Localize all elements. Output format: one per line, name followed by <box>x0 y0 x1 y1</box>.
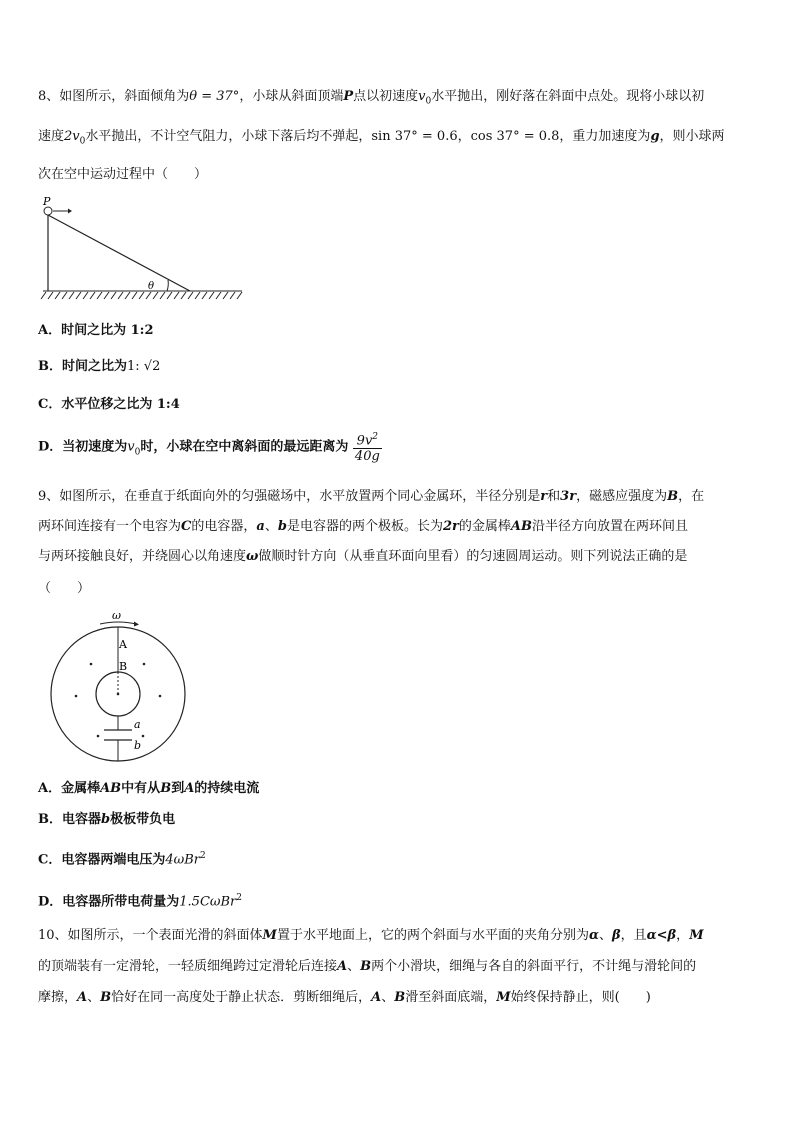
velocity-arrowhead <box>68 209 72 214</box>
q9-line-3 <box>38 548 687 566</box>
q9-option-b-b: b <box>101 812 111 827</box>
q9-option-a-ab: AB <box>100 781 122 796</box>
q9-text: 与两环接触良好，并绕圆心以角速度 <box>38 549 247 564</box>
omega-arrowhead <box>134 622 139 627</box>
q8-option-d <box>38 430 382 464</box>
q8-text: 速度 <box>38 129 65 144</box>
q10-text: 、 <box>347 959 361 974</box>
q10-text: 恰好在同一高度处于静止状态．剪断细绳后， <box>111 990 372 1005</box>
q9-text: 是电容器的两个极板。长为 <box>286 519 443 534</box>
q9-text: 、 <box>264 519 278 534</box>
q10-text: 始终保持静止，则( ) <box>510 990 651 1005</box>
q8-text: ，则小球两 <box>659 129 725 144</box>
ground-hatching <box>41 291 242 299</box>
q8-option-b-ratio: 1: √2 <box>127 359 161 374</box>
q10-text: 、 <box>87 990 101 1005</box>
q9-b: b <box>277 519 287 534</box>
q10-text: 两个小滑块，细绳与各自的斜面平行，不计绳与滑轮间的 <box>371 959 697 974</box>
q9-option-a <box>38 780 259 798</box>
q9-text: 沿半径方向放置在两环间且 <box>531 519 688 534</box>
q10-line-1 <box>38 927 704 945</box>
q8-line-3: 次在空中运动过程中（ ） <box>38 167 208 182</box>
q9-C: C <box>181 519 192 534</box>
q10-inequality: α<β <box>646 928 677 943</box>
q9-text: 的电容器， <box>191 519 257 534</box>
q9-option-b <box>38 811 175 829</box>
q9-option-a-text: 中有从 <box>121 781 161 796</box>
q9-option-a-text: A．金属棒 <box>38 781 101 796</box>
q8-text: 水平抛出，不计空气阻力，小球下落后均不弹起， <box>85 129 372 144</box>
q9-B: B <box>667 489 679 504</box>
fraction-denominator: 40g <box>354 449 380 465</box>
q8-g: g <box>650 129 660 144</box>
q9-ring-figure <box>48 612 198 764</box>
q8-line-1 <box>38 88 704 111</box>
q8-option-d-label: D．当初速度为 <box>38 439 128 455</box>
q8-theta-expr: θ = 37° <box>189 89 240 104</box>
q10-M: M <box>689 928 704 943</box>
fraction-sup: 2 <box>372 432 379 442</box>
ball-icon <box>44 207 52 215</box>
q10-text: ， <box>676 928 690 943</box>
q8-option-b <box>38 358 160 376</box>
q8-sin-expr: sin 37° = 0.6 <box>371 129 458 144</box>
q10-A: A <box>77 990 88 1005</box>
q8-text: ，重力加速度为 <box>559 129 651 144</box>
q9-option-a-a: A <box>184 781 195 796</box>
fraction-numerator: 9v <box>356 433 373 449</box>
theta-label: θ <box>148 281 155 292</box>
q9-line-2 <box>38 518 688 536</box>
q9-text: 和 <box>547 489 561 504</box>
plate-b-label: b <box>134 739 142 752</box>
q8-v0-sub: 0 <box>79 136 86 147</box>
q10-text: 摩擦， <box>38 990 78 1005</box>
q9-option-b-text: B．电容器 <box>38 812 101 827</box>
q8-v0-sub: 0 <box>425 96 432 107</box>
q9-omega: ω <box>246 549 259 564</box>
plate-a-label: a <box>134 718 141 731</box>
q9-option-d <box>38 889 242 911</box>
q8-text: 水平抛出，刚好落在斜面中点处。现将小球以初 <box>431 89 705 104</box>
q8-text: ，小球从斜面顶端 <box>239 89 344 104</box>
q10-beta: β <box>611 928 621 943</box>
q8-option-d-text: 时，小球在空中离斜面的最远距离为 <box>140 439 349 455</box>
q9-option-d-text: D．电容器所带电荷量为 <box>38 894 180 910</box>
q8-point-p: P <box>343 89 354 104</box>
q8-incline-figure <box>38 195 248 301</box>
q9-3r: 3r <box>560 489 577 504</box>
q9-a: a <box>256 519 265 534</box>
q10-M: M <box>262 928 277 943</box>
q9-option-d-sup: 2 <box>236 893 243 903</box>
omega-arc-arrow-icon <box>100 622 136 624</box>
q10-text: 、 <box>381 990 395 1005</box>
incline-slope <box>48 215 190 291</box>
q9-text: ，磁感应强度为 <box>576 489 668 504</box>
q9-line-1 <box>38 488 704 506</box>
theta-arc <box>167 280 168 291</box>
q8-text: 8、如图所示，斜面倾角为 <box>38 89 190 104</box>
q8-max-distance-fraction <box>353 430 382 464</box>
q10-text: 、 <box>598 928 612 943</box>
q9-option-c-text: C．电容器两端电压为 <box>38 852 166 868</box>
q10-B: B <box>100 990 112 1005</box>
q9-2r: 2r <box>442 519 459 534</box>
q9-line-4: （ ） <box>38 581 91 596</box>
q8-line-2 <box>38 128 725 151</box>
q10-M: M <box>496 990 511 1005</box>
label-b-upper: B <box>119 660 128 673</box>
q9-option-b-text: 极板带负电 <box>110 812 176 827</box>
q9-r: r <box>540 489 548 504</box>
q8-text: 点以初速度 <box>353 89 419 104</box>
q9-option-a-text: 的持续电流 <box>194 781 260 796</box>
q9-option-a-b: B <box>160 781 172 796</box>
q9-AB: AB <box>510 519 532 534</box>
q10-line-2 <box>38 958 696 976</box>
q8-v0-sub: 0 <box>134 447 141 458</box>
q10-text: ，且 <box>620 928 647 943</box>
q8-option-b-label: B．时间之比为 <box>38 359 127 374</box>
q8-text: ， <box>457 129 471 144</box>
center-dot <box>117 693 120 696</box>
q9-text: 两环间连接有一个电容为 <box>38 519 182 534</box>
q10-line-3 <box>38 989 651 1007</box>
q9-text: 做顺时针方向（从垂直环面向里看）的匀速圆周运动。则下列说法正确的是 <box>258 549 688 564</box>
q10-text: 置于水平地面上，它的两个斜面与水平面的夹角分别为 <box>276 928 589 943</box>
q9-option-c-expr: 4ωBr <box>165 852 200 868</box>
q8-option-c: C．水平位移之比为 1:4 <box>38 397 180 412</box>
q10-A: A <box>337 959 348 974</box>
q9-text: 的金属棒 <box>458 519 511 534</box>
q10-A: A <box>371 990 382 1005</box>
q10-text: 10、如图所示，一个表面光滑的斜面体 <box>38 928 263 943</box>
label-a-upper: A <box>119 638 127 651</box>
q10-alpha: α <box>588 928 599 943</box>
omega-label: ω <box>112 612 121 622</box>
q9-option-a-text: 到 <box>171 781 185 796</box>
point-p-label: P <box>43 195 51 208</box>
q8-v0: v <box>127 439 135 455</box>
q8-2v0: 2v <box>64 129 80 144</box>
q9-text: 9、如图所示，在垂直于纸面向外的匀强磁场中，水平放置两个同心金属环，半径分别是 <box>38 489 541 504</box>
q9-option-c <box>38 847 206 869</box>
q10-B: B <box>360 959 372 974</box>
q10-B: B <box>394 990 406 1005</box>
q9-option-c-sup: 2 <box>200 851 206 861</box>
q9-text: ，在 <box>678 489 705 504</box>
q10-text: 的顶端装有一定滑轮，一轻质细绳跨过定滑轮后连接 <box>38 959 338 974</box>
q8-option-a: A．时间之比为 1:2 <box>38 323 154 338</box>
q10-text: 滑至斜面底端， <box>405 990 497 1005</box>
q9-option-d-expr: 1.5CωBr <box>179 894 237 910</box>
q8-cos-expr: cos 37° = 0.8 <box>470 129 560 144</box>
q8-v0: v <box>418 89 426 104</box>
